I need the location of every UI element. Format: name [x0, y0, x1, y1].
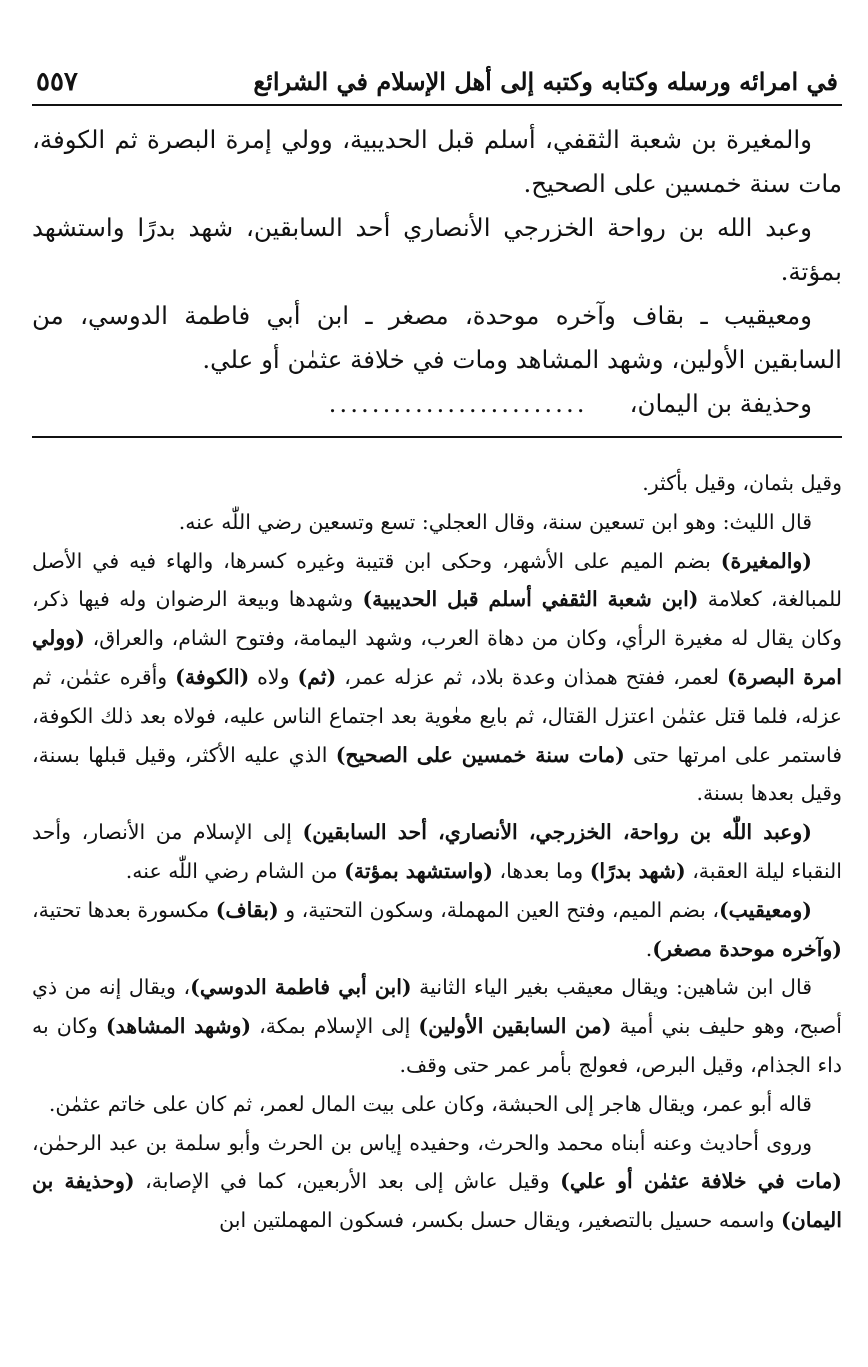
- quoted-phrase: (الكوفة): [175, 664, 250, 689]
- commentary-text-run: وشهدها وبيعة الرضوان وله فيها ذكر، وكان يقال له مغيرة الرأي، وكان من دهاة العرب، وشهد اليمامة، وفتوح الشام، والعراق،: [32, 587, 842, 651]
- commentary-text-run: ، بضم الميم، وفتح العين المهملة، وسكون التحتية، و: [278, 897, 719, 922]
- quoted-phrase: (ابن شعبة الثقفي أسلم قبل الحديبية): [362, 587, 699, 612]
- quoted-phrase: (وشهد المشاهد): [105, 1014, 252, 1039]
- quoted-phrase: (ومعيقيب): [718, 897, 812, 922]
- commentary-text-run: لعمر، ففتح همذان وعدة بلاد، ثم عزله عمر،: [336, 664, 728, 689]
- matn-paragraph: والمغيرة بن شعبة الثقفي، أسلم قبل الحديبية، وولي إمرة البصرة ثم الكوفة، مات سنة خمسين على الصحيح.: [32, 125, 842, 198]
- quoted-phrase: (مات في خلافة عثمٰن أو علي): [560, 1169, 843, 1194]
- page-header: [32, 52, 842, 106]
- commentary-text-run: .: [645, 936, 653, 961]
- commentary-paragraph: [32, 813, 842, 891]
- commentary-text-run: وما بعدها،: [492, 858, 590, 883]
- commentary-text-run: بضم الميم على الأشهر، وحكى ابن قتيبة وغيره كسرها، والهاء فيه في الأصل للمبالغة، كعلامة: [32, 548, 842, 612]
- quoted-phrase: (واستشهد بمؤتة): [344, 858, 493, 883]
- text-divider: [32, 436, 842, 438]
- commentary-paragraph: وقيل بثمان، وقيل بأكثر.: [642, 471, 842, 495]
- commentary-text-run: الذي عليه الأكثر، وقيل قبلها بسنة، وقيل بعدها بسنة.: [32, 742, 842, 806]
- commentary-text-run: من الشام رضي اللّٰه عنه.: [125, 858, 345, 883]
- commentary-text-run: واسمه حسيل بالتصغير، ويقال حسل بكسر، فسكون المهملتين ابن: [219, 1208, 782, 1233]
- running-title: في امرائه ورسله وكتابه وكتبه إلى أهل الإسلام في الشرائع: [253, 67, 838, 96]
- continuation-dots: ........................: [328, 389, 588, 418]
- commentary-paragraph: [32, 891, 842, 969]
- quoted-phrase: (مات سنة خمسين على الصحيح): [335, 742, 625, 767]
- quoted-phrase: (وآخره موحدة مصغر): [652, 936, 842, 961]
- book-page: [32, 52, 842, 1240]
- matn-last-line: [32, 382, 842, 426]
- commentary-text-run: إلى الإسلام من الأنصار، وأحد النقباء ليلة العقبة،: [32, 820, 842, 883]
- quoted-phrase: (والمغيرة): [720, 548, 812, 573]
- quoted-phrase: (وحذيفة بن اليمان): [32, 1169, 842, 1233]
- commentary-paragraph: قاله أبو عمر، ويقال هاجر إلى الحبشة، وكان على بيت المال لعمر، ثم كان على خاتم عثمٰن.: [48, 1091, 812, 1116]
- commentary-text: [32, 464, 842, 1240]
- commentary-text-run: ، ويقال إنه من ذي أصبح، وهو حليف بني أمية: [32, 975, 842, 1039]
- commentary-text-run: وأقره عثمٰن، ثم عزله، فلما قتل عثمٰن اعتزل القتال، ثم بايع معٰوية بعد اجتماع الناس عليه، فولاه بعد ذلك الكوفة، فاستمر على امرتها حتى: [32, 664, 842, 767]
- quoted-phrase: (ابن أبي فاطمة الدوسي): [190, 975, 412, 1000]
- commentary-text-run: وكان به داء الجذام، وقيل البرص، فعولج بأمر عمر حتى وقف.: [32, 1014, 842, 1077]
- matn-last-text: وحذيفة بن اليمان،: [629, 389, 812, 418]
- commentary-paragraph: [32, 1124, 842, 1240]
- quoted-phrase: (وولي امرة البصرة): [32, 626, 842, 689]
- matn-paragraph: ومعيقيب ـ بقاف وآخره موحدة، مصغر ـ ابن أبي فاطمة الدوسي، من السابقين الأولين، وشهد المشاهد ومات في خلافة عثمٰن أو علي.: [32, 301, 842, 374]
- commentary-paragraph: [32, 968, 842, 1084]
- commentary-paragraph: [32, 542, 842, 814]
- matn-paragraph: وعبد الله بن رواحة الخزرجي الأنصاري أحد السابقين، شهد بدرًا واستشهد بمؤتة.: [32, 213, 842, 286]
- commentary-text-run: ولاه: [249, 664, 298, 689]
- commentary-text-run: مكسورة بعدها تحتية،: [32, 897, 216, 922]
- quoted-phrase: (وعبد اللّٰه بن رواحة، الخزرجي، الأنصاري، أحد السابقين): [302, 820, 812, 845]
- quoted-phrase: (شهد بدرًا): [589, 858, 686, 883]
- quoted-phrase: (من السابقين الأولين): [418, 1014, 612, 1039]
- commentary-text-run: وروى أحاديث وعنه أبناه محمد والحرث، وحفيده إياس بن الحرث وأبو سلمة بن عبد الرحمٰن،: [32, 1130, 812, 1155]
- main-text: [32, 118, 842, 426]
- commentary-text-run: إلى الإسلام بمكة،: [251, 1014, 419, 1039]
- commentary-text-run: قال ابن شاهين: ويقال معيقب بغير الياء الثانية: [411, 975, 813, 1000]
- quoted-phrase: (ثم): [297, 664, 337, 689]
- commentary-paragraph: قال الليث: وهو ابن تسعين سنة، وقال العجلي: تسع وتسعين رضي اللّٰه عنه.: [178, 509, 812, 534]
- page-number: ٥٥٧: [36, 67, 78, 97]
- quoted-phrase: (بقاف): [215, 897, 279, 922]
- commentary-text-run: وقيل عاش إلى بعد الأربعين، كما في الإصابة،: [134, 1169, 561, 1194]
